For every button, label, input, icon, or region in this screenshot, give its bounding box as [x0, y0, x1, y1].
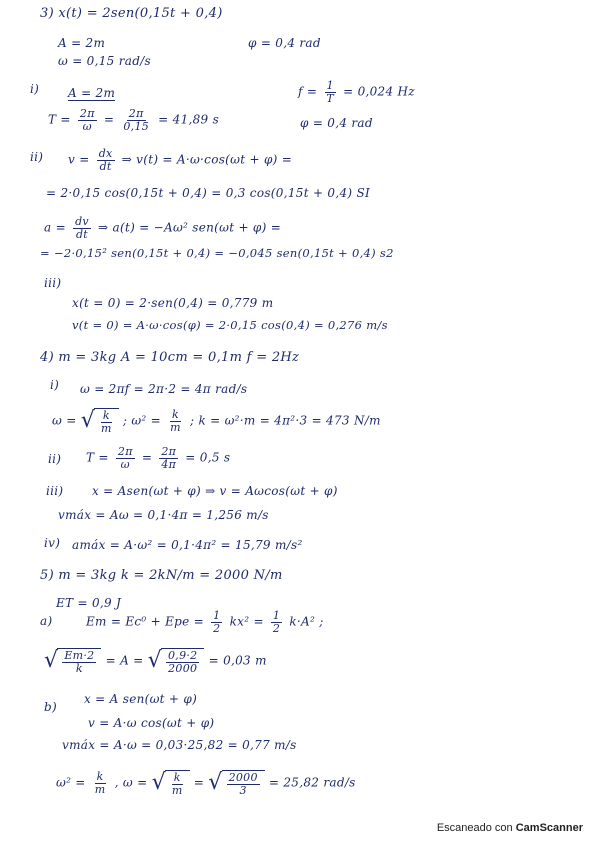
problem-4-header: 4) m = 3kg A = 10cm = 0,1m f = 2Hz [40, 350, 300, 365]
p3-velocity-derivation: v = $\frac{dx}{dt}$ ⇒ v(t) = A·ω·cos(ωt + φ) = [68, 147, 293, 173]
watermark-prefix: Escaneado con [436, 822, 513, 834]
p4-part-ii-label: ii) [48, 452, 62, 466]
p3-part-i-amplitude: A = 2m [68, 86, 116, 100]
p3-acceleration-derivation: a = $\frac{dv}{dt}$ ⇒ a(t) = −Aω² sen(ωt + φ) = [44, 215, 282, 241]
p3-frequency: f = $\frac{1}{T}$ = 0,024 Hz [298, 79, 415, 105]
p5-velocity-equation: v = A·ω cos(ωt + φ) [88, 716, 215, 730]
p5-omega-calculation: ω² = $\frac{k}{m}$ , ω = √ $\frac{k}{m}$ = √ $\frac{2000}{3}$ = 25,82 rad/s [56, 770, 356, 797]
p3-amplitude: A = 2m [58, 36, 106, 50]
p5-max-velocity: vmáx = A·ω = 0,03·25,82 = 0,77 m/s [62, 738, 297, 752]
p3-part-i-phase: φ = 0,4 rad [300, 116, 373, 130]
p3-velocity-at-zero: v(t = 0) = A·ω·cos(φ) = 2·0,15 cos(0,4) = 0,276 m/s [72, 318, 388, 332]
problem-5-header: 5) m = 3kg k = 2kN/m = 2000 N/m [40, 568, 283, 583]
p5-part-a-label: a) [40, 614, 53, 628]
p3-omega: ω = 0,15 rad/s [58, 54, 151, 68]
p4-period: T = $\frac{2\pi}{\omega}$ = $\frac{2\pi}{4\pi}$ = 0,5 s [86, 445, 231, 471]
p3-part-i-label: i) [30, 82, 40, 96]
p4-part-i-label: i) [50, 378, 60, 392]
p3-phase: φ = 0,4 rad [248, 36, 321, 50]
p4-max-velocity: vmáx = Aω = 0,1·4π = 1,256 m/s [58, 508, 269, 522]
p5-mechanical-energy: Em = Ec⁰ + Epe = $\frac{1}{2}$ kx² = $\frac{1}{2}$ k·A² ; [86, 609, 324, 635]
p4-spring-constant: ω = √ $\frac{k}{m}$ ; ω² = $\frac{k}{m}$ ; k = ω²·m = 4π²·3 = 473 N/m [52, 408, 381, 435]
p3-velocity-result: = 2·0,15 cos(0,15t + 0,4) = 0,3 cos(0,15t + 0,4) SI [46, 186, 371, 200]
p3-period: T = $\frac{2\pi}{\omega}$ = $\frac{2\pi}{0,15}$ = 41,89 s [48, 107, 220, 133]
p5-total-energy: ET = 0,9 J [56, 596, 122, 610]
p4-velocity-equation: x = Asen(ωt + φ) ⇒ v = Aωcos(ωt + φ) [92, 484, 338, 498]
p3-part-ii-label: ii) [30, 150, 44, 164]
p5-position-equation: x = A sen(ωt + φ) [84, 692, 198, 706]
p3-position-at-zero: x(t = 0) = 2·sen(0,4) = 0,779 m [72, 296, 274, 310]
problem-3-header: 3) x(t) = 2sen(0,15t + 0,4) [40, 6, 223, 21]
p4-part-iii-label: iii) [46, 484, 64, 498]
p5-amplitude-calculation: √ $\frac{Em\cdot 2}{k}$ = A = √ $\frac{0,9\cdot 2}{2000}$ = 0,03 m [44, 648, 267, 675]
p3-acceleration-result: = −2·0,15² sen(0,15t + 0,4) = −0,045 sen(0,15t + 0,4) s2 [40, 246, 394, 260]
p3-part-iii-label: iii) [44, 276, 62, 290]
p5-part-b-label: b) [44, 700, 57, 714]
watermark-brand: CamScanner [515, 822, 583, 834]
p4-part-iv-label: iv) [44, 536, 61, 550]
camscanner-watermark [437, 822, 583, 834]
p4-omega: ω = 2πf = 2π·2 = 4π rad/s [80, 382, 248, 396]
p4-max-acceleration: amáx = A·ω² = 0,1·4π² = 15,79 m/s² [72, 538, 303, 552]
